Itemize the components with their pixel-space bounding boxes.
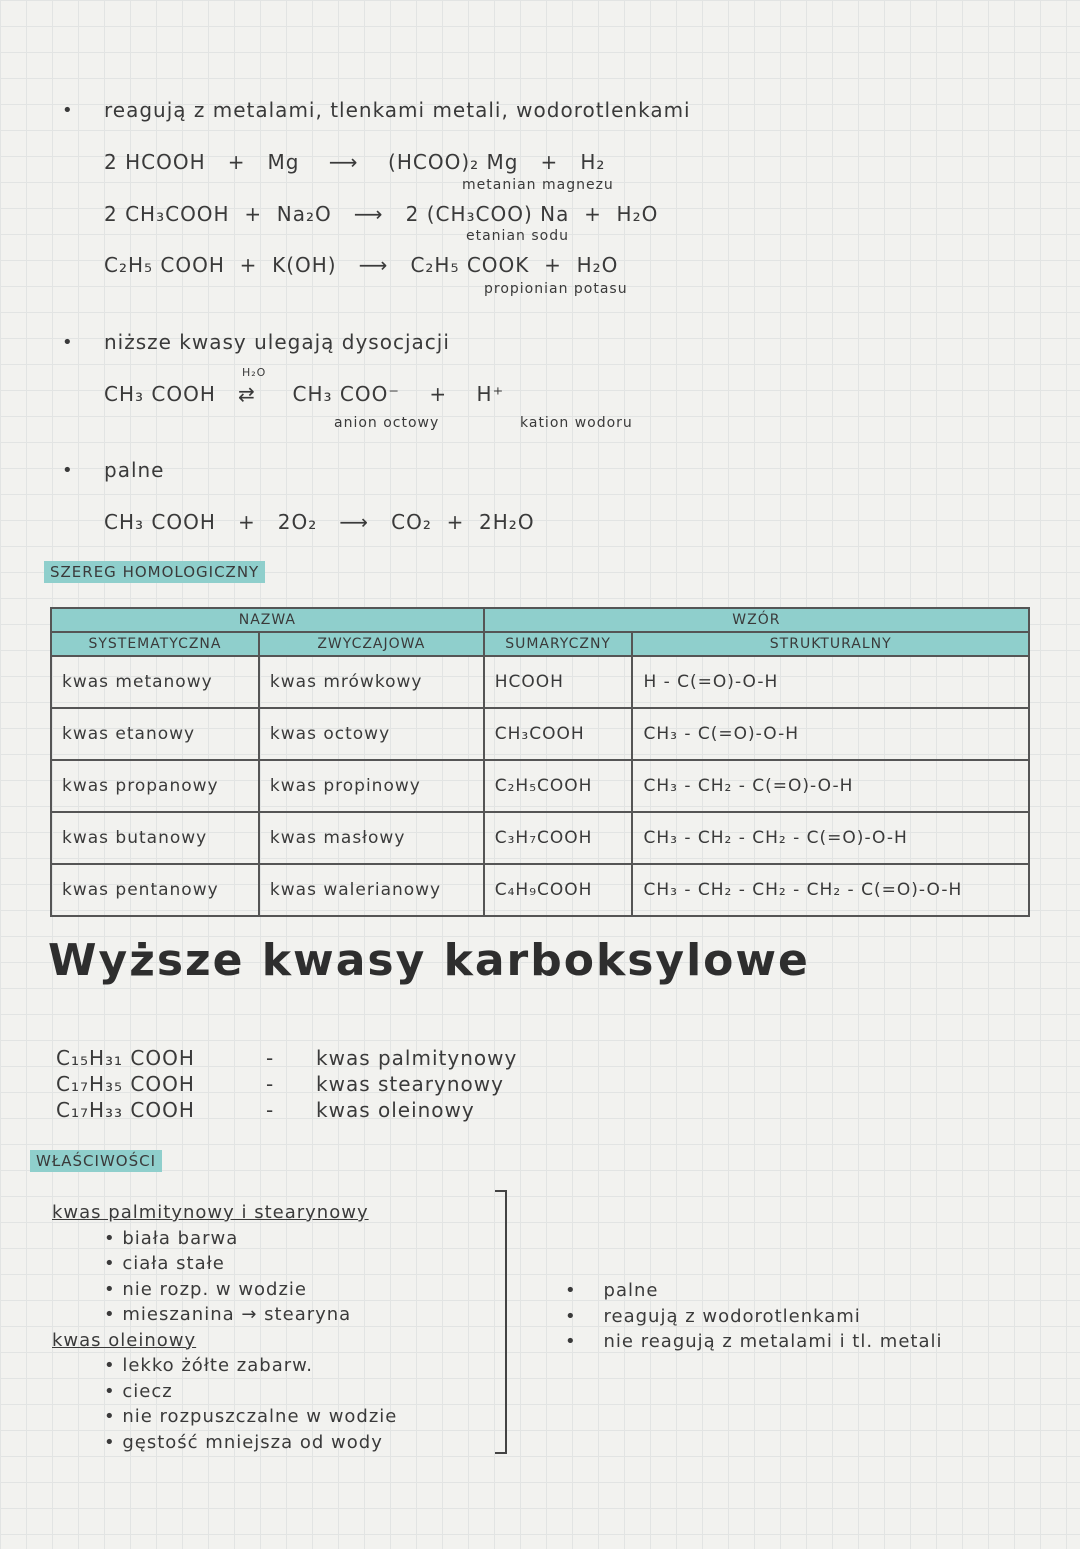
common-properties [565,1278,943,1355]
dash: - [266,1098,275,1122]
acid-name: kwas palmitynowy [316,1046,518,1070]
table-row [51,760,1029,812]
list-item: • palne [565,1280,659,1301]
item-text: gęstość mniejsza od wody [122,1431,383,1453]
term: CH₃ COOH [104,382,216,406]
term: + [429,382,448,406]
formula: C₁₇H₃₅ COOH [56,1072,195,1096]
cell: H - C(=O)-O-H [632,656,1029,708]
term: + [544,253,562,277]
equilibrium-arrow [237,366,267,406]
term: 2H₂O [479,510,535,534]
list-item [56,1045,517,1071]
list-item: • ciecz [104,1380,173,1402]
list-item: • nie reagują z metalami i tl. metali [565,1331,943,1352]
item-text: ciała stałe [122,1253,225,1274]
term: K(OH) [272,253,337,277]
term: 2O₂ [277,510,318,534]
term: 2 CH₃COOH [104,202,230,226]
product-name: etanian sodu [466,228,569,244]
term: + [584,202,602,226]
section-title: Wyższe kwasy karboksylowe [48,935,810,986]
condition: H₂O [241,366,267,379]
higher-acids-list [56,1045,517,1123]
item-text: lekko żółte zabarw. [122,1355,313,1376]
cell: kwas masłowy [259,812,484,864]
term: + [244,202,263,226]
arrow: ⟶ [358,253,389,277]
item-text: nie reagują z metalami i tl. metali [603,1331,943,1352]
cell: CH₃ - CH₂ - CH₂ - C(=O)-O-H [632,812,1029,864]
dissociation-equation [104,366,505,406]
item-text: nie rozp. w wodzie [122,1278,308,1300]
col-header: SUMARYCZNY [484,632,633,656]
cell: kwas etanowy [51,708,259,760]
term: H₂O [576,253,619,277]
item-text: palne [603,1280,659,1301]
cell: CH₃ - CH₂ - CH₂ - CH₂ - C(=O)-O-H [632,864,1029,916]
term: C₂H₅ COOK [410,253,530,277]
term: CH₃ COO⁻ [292,382,400,406]
bullet: • [62,100,74,121]
cell: kwas octowy [259,708,484,760]
item-text: ciecz [122,1380,173,1402]
item-text: biała barwa [122,1227,239,1249]
acid-name: kwas oleinowy [316,1098,475,1122]
term: (HCOO)₂ Mg [388,150,519,174]
list-item: • mieszanina → stearyna [104,1304,352,1325]
list-item: • nie rozp. w wodzie [104,1278,308,1300]
col-header: ZWYCZAJOWA [259,632,484,656]
list-item [56,1097,517,1123]
term: 2 HCOOH [104,150,206,174]
cell: C₂H₅COOH [484,760,633,812]
header-name: NAZWA [51,608,484,632]
col-header: STRUKTURALNY [632,632,1029,656]
section-label: WŁAŚCIWOŚCI [30,1150,162,1172]
term: H₂ [580,150,606,174]
formula: C₁₅H₃₁ COOH [56,1046,195,1070]
list-item: • gęstość mniejsza od wody [104,1431,383,1453]
term: C₂H₅ COOH [104,253,225,277]
arrow: ⟶ [328,150,359,174]
cell: kwas pentanowy [51,864,259,916]
table-row [51,864,1029,916]
homologous-series-table [50,607,1030,917]
equation-1 [104,150,605,174]
product-name: metanian magnezu [462,177,614,193]
term: 2 (CH₃COO) Na [405,202,570,226]
list-item: • reagują z wodorotlenkami [565,1305,861,1327]
term: Mg [267,150,300,174]
group-heading: kwas palmitynowy i stearynowy [52,1202,369,1223]
term: + [239,253,258,277]
cell: kwas butanowy [51,812,259,864]
table-row [51,708,1029,760]
bullet-text: reagują z metalami, tlenkami metali, wodorotlenkami [104,98,691,122]
acid-name: kwas stearynowy [316,1072,504,1096]
list-item: • lekko żółte zabarw. [104,1355,313,1376]
arrow: ⟶ [353,202,384,226]
cell: C₃H₇COOH [484,812,633,864]
term: CH₃ COOH [104,510,216,534]
bullet: • [62,332,74,353]
cell: kwas propanowy [51,760,259,812]
cell: HCOOH [484,656,633,708]
col-header: SYSTEMATYCZNA [51,632,259,656]
term: + [540,150,559,174]
bracket [495,1190,507,1454]
bullet-text: niższe kwasy ulegają dysocjacji [104,330,450,354]
table-row [51,656,1029,708]
arrow: ⇄ [237,382,256,406]
list-item: • ciała stałe [104,1253,225,1274]
item-text: nie rozpuszczalne w wodzie [122,1406,398,1427]
product-name: propionian potasu [484,281,628,297]
table-row [51,812,1029,864]
term: + [446,510,465,534]
term: CO₂ [391,510,432,534]
list-item [56,1071,517,1097]
section-label: SZEREG HOMOLOGICZNY [44,561,265,583]
equation-3 [104,253,618,277]
ion-name: kation wodoru [520,415,633,431]
arrow: ⟶ [339,510,370,534]
bullet-text: palne [104,458,165,482]
item-text: mieszanina → stearyna [122,1304,352,1325]
cell: CH₃ - CH₂ - C(=O)-O-H [632,760,1029,812]
list-item: • biała barwa [104,1227,239,1249]
term: + [237,510,256,534]
equation-2 [104,202,658,226]
formula: C₁₇H₃₃ COOH [56,1098,195,1122]
cell: kwas propinowy [259,760,484,812]
dash: - [266,1046,275,1070]
ion-name: anion octowy [334,415,440,431]
term: H₂O [616,202,659,226]
cell: kwas metanowy [51,656,259,708]
item-text: reagują z wodorotlenkami [603,1305,861,1327]
bullet: • [62,460,74,481]
combustion-equation [104,510,535,534]
cell: CH₃ - C(=O)-O-H [632,708,1029,760]
list-item: • nie rozpuszczalne w wodzie [104,1406,398,1427]
term: Na₂O [276,202,332,226]
header-formula: WZÓR [484,608,1029,632]
cell: kwas mrówkowy [259,656,484,708]
term: + [227,150,246,174]
cell: C₄H₉COOH [484,864,633,916]
cell: CH₃COOH [484,708,633,760]
cell: kwas walerianowy [259,864,484,916]
term: H⁺ [476,382,505,406]
properties-list [52,1200,397,1455]
group-heading: kwas oleinowy [52,1329,197,1351]
dash: - [266,1072,275,1096]
